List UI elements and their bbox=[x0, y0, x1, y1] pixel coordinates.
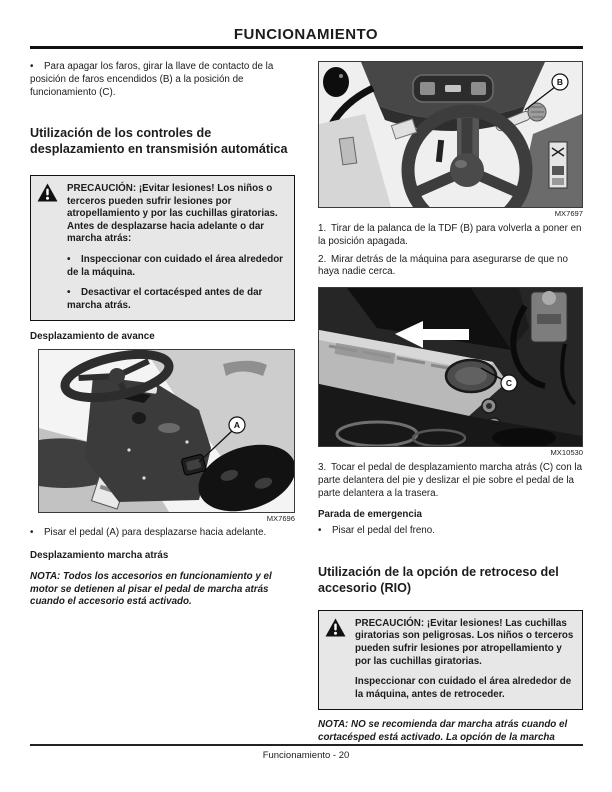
caution-1-bullet-text: Inspeccionar con cuidado el área alrededor de la máquina. bbox=[67, 253, 283, 278]
caution-2-text: PRECAUCIÓN: ¡Evitar lesiones! Las cuchillas giratorias son peligrosas. Los niños o terceros pueden sufrir lesiones por atropellamiento y por las cuchillas giratorias. bbox=[355, 617, 574, 667]
right-column bbox=[318, 57, 583, 745]
subheading-reverse: Desplazamiento marcha atrás bbox=[30, 549, 169, 561]
step-text: Tocar el pedal de desplazamiento marcha atrás (C) con la parte delantera del pie y deslizar el pie sobre el pedal de la parte delantera a la trasera. bbox=[318, 462, 583, 499]
header-double-rule bbox=[30, 46, 583, 49]
forward-pedal-bullet bbox=[30, 527, 295, 540]
figure-caption: MX7697 bbox=[554, 209, 583, 218]
tractor-forward-illustration bbox=[38, 349, 295, 513]
emergency-text: Pisar el pedal del freno. bbox=[332, 525, 435, 537]
caution-1-body bbox=[67, 183, 286, 312]
forward-pedal-text: Pisar el pedal (A) para desplazarse hacia adelante. bbox=[44, 527, 267, 539]
caution-2-text-2: Inspeccionar con cuidado el área alrededor de la máquina, antes de retroceder. bbox=[355, 676, 572, 700]
intro-paragraph bbox=[30, 61, 295, 99]
left-column bbox=[30, 57, 295, 609]
note-rio: NOTA: NO se recomienda dar marcha atrás cuando el cortacésped está activado. La opción de la marcha bbox=[318, 719, 568, 744]
step-number: 3. bbox=[318, 462, 327, 474]
heading-transmission-auto: Utilización de los controles de desplazamiento en transmisión automática bbox=[30, 126, 288, 157]
caution-box-1 bbox=[30, 175, 295, 321]
caution-1-bullet bbox=[67, 254, 286, 279]
caution-1-bullet bbox=[67, 287, 286, 312]
intro-text: Para apagar los faros, girar la llave de contacto de la posición de faros encendidos (B) a la posición de funcionamiento (C). bbox=[30, 61, 274, 98]
caution-1-text: PRECAUCIÓN: ¡Evitar lesiones! Los niños o terceros pueden sufrir lesiones por atropellamiento y por las cuchillas giratorias. Antes de desplazarse hacia adelante o dar marcha atrás: bbox=[67, 182, 278, 245]
figure-tdf-lever bbox=[318, 61, 583, 218]
footer-page-label: Funcionamiento - 20 bbox=[262, 750, 350, 761]
bullet-glyph: • bbox=[67, 253, 71, 265]
figure-callout-b: B bbox=[556, 77, 564, 88]
subheading-forward: Desplazamiento de avance bbox=[30, 331, 155, 343]
step-1 bbox=[318, 223, 583, 249]
step-text: Mirar detrás de la máquina para asegurarse de que no haya nadie cerca. bbox=[318, 253, 568, 278]
step-number: 2. bbox=[318, 253, 327, 265]
caution-1-bullet-text: Desactivar el cortacésped antes de dar marcha atrás. bbox=[67, 287, 263, 311]
figure-callout-a: A bbox=[233, 420, 241, 431]
step-text: Tirar de la palanca de la TDF (B) para volverla a poner en la posición apagada. bbox=[318, 223, 582, 247]
tdf-lever-illustration bbox=[318, 61, 583, 208]
bullet-glyph: • bbox=[67, 287, 71, 299]
figure-caption: MX10530 bbox=[550, 448, 583, 458]
emergency-bullet bbox=[318, 525, 583, 538]
step-3 bbox=[318, 462, 583, 500]
figure-callout-c: C bbox=[505, 378, 513, 389]
step-number: 1. bbox=[318, 223, 327, 234]
footer-rule bbox=[30, 744, 583, 746]
subheading-emergency: Parada de emergencia bbox=[318, 508, 423, 520]
warning-triangle-icon bbox=[325, 618, 346, 642]
figure-caption: MX7696 bbox=[266, 514, 295, 524]
caution-2-body bbox=[355, 618, 574, 702]
bullet-glyph: • bbox=[30, 527, 34, 539]
figure-forward-pedal bbox=[38, 349, 295, 523]
step-2 bbox=[318, 254, 583, 280]
figure-reverse-pedal bbox=[318, 287, 583, 457]
bullet-glyph: • bbox=[318, 525, 322, 537]
page-title: FUNCIONAMIENTO bbox=[233, 26, 379, 43]
reverse-pedal-photo bbox=[318, 287, 583, 447]
warning-triangle-icon bbox=[37, 183, 58, 207]
heading-rio: Utilización de la opción de retroceso del accesorio (RIO) bbox=[318, 565, 559, 595]
bullet-glyph: • bbox=[30, 61, 34, 72]
note-reverse: NOTA: Todos los accesorios en funcionamiento y el motor se detienen al pisar el pedal de marcha atrás cuando el accesorio está activado. bbox=[30, 570, 272, 608]
caution-box-2 bbox=[318, 610, 583, 711]
